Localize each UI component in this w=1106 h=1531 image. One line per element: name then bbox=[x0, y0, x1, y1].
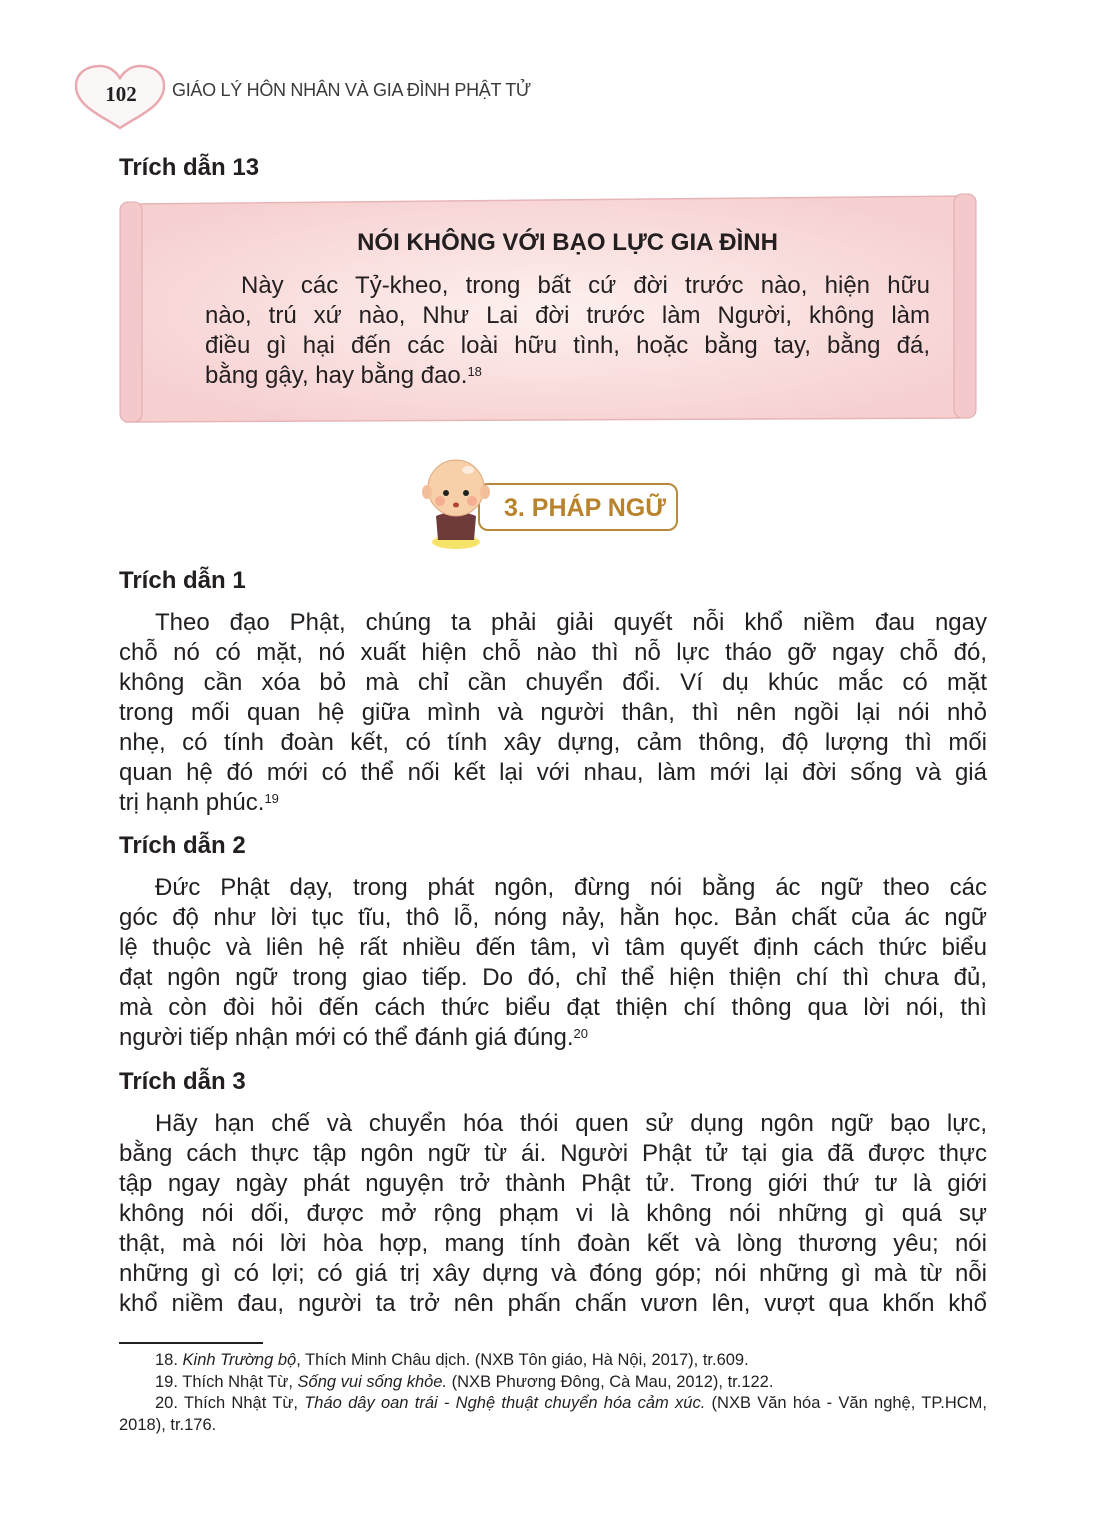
text-line: nhẹ, có tính đoàn kết, có tính xây dựng, cảm thông, độ lượng thì mối bbox=[119, 729, 987, 756]
quote-3-heading: Trích dẫn 3 bbox=[119, 1068, 246, 1095]
monk-mascot-icon bbox=[418, 456, 494, 550]
footnote-18: 18. Kinh Trường bộ, Thích Minh Châu dịch. (NXB Tôn giáo, Hà Nội, 2017), tr.609. bbox=[155, 1351, 749, 1369]
text-line: trị hạnh phúc.$^{19}$ bbox=[119, 789, 279, 816]
text-line: bằng gậy, hay bằng đao.$^{18}$ bbox=[205, 362, 482, 389]
footnote-ref[interactable]: 20 bbox=[573, 1026, 588, 1041]
text-line: Đức Phật dạy, trong phát ngôn, đừng nói bằng ác ngữ theo các bbox=[155, 874, 987, 901]
footnote-20: 20. Thích Nhật Từ, Tháo dây oan trái - Nghệ thuật chuyển hóa cảm xúc. (NXB Văn hóa - Văn nghệ, TP.HCM, 2018), tr.176. bbox=[119, 1394, 987, 1435]
section-title: 3. PHÁP NGỮ bbox=[504, 494, 666, 522]
footnotes bbox=[119, 1350, 987, 1437]
text-line: Này các Tỷ-kheo, trong bất cứ đời trước nào, hiện hữu bbox=[241, 272, 930, 299]
text-line: Theo đạo Phật, chúng ta phải giải quyết nỗi khổ niềm đau ngay bbox=[155, 609, 987, 636]
text-line: thật, mà nói lời hòa hợp, mang tính đoàn kết và lòng thương yêu; nói bbox=[119, 1230, 987, 1257]
scroll-box-title: NÓI KHÔNG VỚI BẠO LỰC GIA ĐÌNH bbox=[357, 229, 778, 256]
quote-1-text bbox=[119, 608, 987, 818]
quote-2-heading: Trích dẫn 2 bbox=[119, 832, 246, 859]
footnote-ref[interactable]: 18 bbox=[467, 364, 482, 379]
text-line: người tiếp nhận mới có thể đánh giá đúng.$^{20}$ bbox=[119, 1024, 588, 1051]
text-line: lệ thuộc và liên hệ rất nhiều đến tâm, vì tâm quyết định cách thức biểu bbox=[119, 934, 987, 961]
quote-13-heading: Trích dẫn 13 bbox=[119, 154, 260, 181]
quote-13-text bbox=[205, 271, 930, 391]
text-line: đạt ngôn ngữ trong giao tiếp. Do đó, chỉ thể hiện thiện chí thì chưa đủ, bbox=[119, 964, 987, 991]
text-line: điều gì hại đến các loài hữu tình, hoặc bằng tay, bằng đá, bbox=[205, 332, 930, 359]
footnote-divider bbox=[119, 1342, 263, 1344]
running-title: GIÁO LÝ HÔN NHÂN VÀ GIA ĐÌNH PHẬT TỬ bbox=[172, 80, 531, 100]
text-line: Hãy hạn chế và chuyển hóa thói quen sử dụng ngôn ngữ bạo lực, bbox=[155, 1110, 987, 1137]
quote-3-text bbox=[119, 1109, 987, 1319]
text-line: nào, trú xứ nào, Như Lai đời trước làm Người, không làm bbox=[205, 302, 930, 329]
text-line: không nói dối, được mở rộng phạm vi là không nói những gì quá sự bbox=[119, 1200, 987, 1227]
text-line: không cần xóa bỏ mà chỉ cần chuyển đổi. Ví dụ khúc mắc có mặt bbox=[119, 669, 987, 696]
text-line: chỗ nó có mặt, nó xuất hiện chỗ nào thì nỗ lực tháo gỡ ngay chỗ đó, bbox=[119, 639, 987, 666]
page-number: 102 bbox=[105, 82, 137, 106]
text-line: những gì có lợi; có giá trị xây dựng và đóng góp; nói những gì mà từ nỗi bbox=[119, 1260, 987, 1287]
text-line: góc độ như lời tục tĩu, thô lỗ, nóng nảy, hằn học. Bản chất của ác ngữ bbox=[119, 904, 987, 931]
text-line: mà còn đòi hỏi đến cách thức biểu đạt thiện chí thông qua lời nói, thì bbox=[119, 994, 987, 1021]
text-line: quan hệ đó mới có thể nối kết lại với nhau, làm mới lại đời sống và giá bbox=[119, 759, 987, 786]
footnote-ref[interactable]: 19 bbox=[264, 791, 279, 806]
quote-2-text bbox=[119, 873, 987, 1053]
text-line: trong mối quan hệ giữa mình và người thân, thì nên ngồi lại nói nhỏ bbox=[119, 699, 987, 726]
text-line: bằng cách thực tập ngôn ngữ từ ái. Người Phật tử tại gia đã được thực bbox=[119, 1140, 987, 1167]
text-line: tập ngay ngày phát nguyện trở thành Phật tử. Trong giới thứ tư là giới bbox=[119, 1170, 987, 1197]
quote-1-heading: Trích dẫn 1 bbox=[119, 567, 246, 594]
footnote-19: 19. Thích Nhật Từ, Sống vui sống khỏe. (NXB Phương Đông, Cà Mau, 2012), tr.122. bbox=[155, 1372, 774, 1391]
text-line: khổ niềm đau, người ta trở nên phấn chấn vươn lên, vượt qua khốn khổ bbox=[119, 1290, 987, 1317]
